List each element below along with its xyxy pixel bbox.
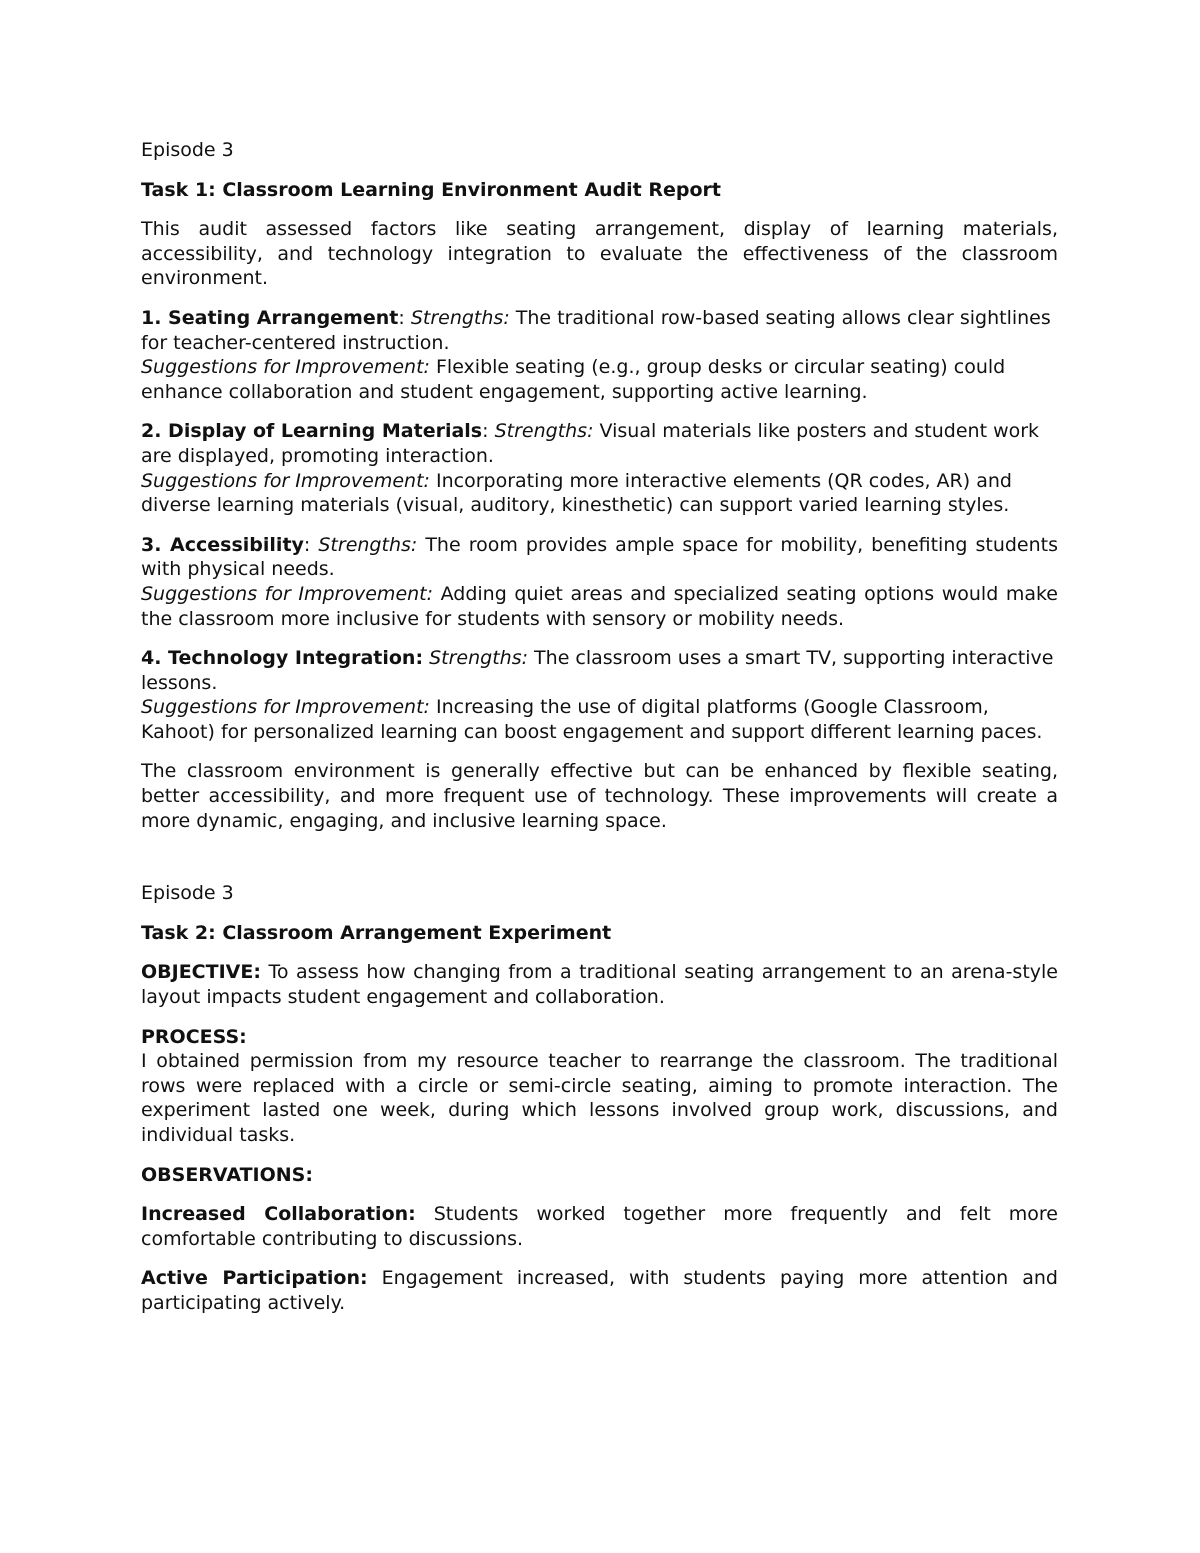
audit-item-heading: 3. Accessibility	[141, 533, 304, 556]
episode-heading: Episode 3	[141, 139, 234, 161]
suggestions-text: Adding quiet areas and specialized seating options would make the classroom more inclusive for students with sensory or mobility needs.	[141, 582, 1058, 630]
audit-item-display	[141, 419, 1058, 517]
strengths-text: The traditional row-based seating allows clear sightlines for teacher-centered instruction.	[141, 306, 1051, 354]
audit-item-strengths	[141, 306, 1058, 355]
audit-item-separator: :	[303, 533, 319, 556]
objective-text: To assess how changing from a traditional seating arrangement to an arena-style layout impacts student engagement and collaboration.	[141, 961, 1058, 1009]
audit-item-separator: :	[398, 306, 411, 329]
suggestions-label: Suggestions for Improvement:	[141, 356, 430, 379]
audit-item-heading: 4. Technology Integration:	[141, 647, 424, 670]
suggestions-label: Suggestions for Improvement:	[141, 469, 430, 492]
audit-item-suggestions	[141, 355, 1058, 404]
task1-intro: This audit assessed factors like seating arrangement, display of learning materials, accessibility, and technology integration to evaluate the effectiveness of the classroom environment.	[141, 218, 1058, 290]
strengths-text: The classroom uses a smart TV, supporting interactive lessons.	[141, 647, 1054, 694]
audit-item-strengths	[141, 646, 1058, 695]
strengths-label: Strengths:	[318, 533, 418, 556]
suggestions-label: Suggestions for Improvement:	[141, 582, 434, 605]
task1-title: Task 1: Classroom Learning Environment Audit Report	[141, 178, 722, 201]
document-page	[141, 138, 1058, 1331]
suggestions-text: Flexible seating (e.g., group desks or circular seating) could enhance collaboration and student engagement, supporting active learning.	[141, 356, 1006, 403]
audit-item-accessibility	[141, 533, 1058, 631]
strengths-label: Strengths:	[494, 420, 594, 443]
episode-heading: Episode 3	[141, 882, 234, 905]
suggestions-text: Incorporating more interactive elements (QR codes, AR) and diverse learning materials (visual, auditory, kinesthetic) can support varied learning styles.	[141, 469, 1012, 517]
task1-section	[141, 138, 1058, 833]
audit-item-strengths	[141, 533, 1058, 582]
suggestions-label: Suggestions for Improvement:	[141, 696, 430, 719]
strengths-label: Strengths:	[429, 647, 528, 670]
audit-item-separator: :	[482, 420, 495, 443]
audit-item-strengths	[141, 419, 1058, 468]
objective-paragraph	[141, 960, 1058, 1009]
audit-item-heading: 2. Display of Learning Materials	[141, 420, 483, 443]
audit-item-seating	[141, 306, 1058, 404]
strengths-label: Strengths:	[410, 306, 510, 329]
strengths-text: The room provides ample space for mobility, benefiting students with physical needs.	[141, 533, 1059, 581]
observation-text: Students worked together more frequently and felt more comfortable contributing to discussions.	[141, 1203, 1058, 1250]
process-label: PROCESS:	[141, 1025, 247, 1048]
observation-label: Active Participation:	[141, 1267, 368, 1290]
observation-item	[141, 1266, 1058, 1315]
suggestions-text: Increasing the use of digital platforms (Google Classroom, Kahoot) for personalized learning can boost engagement and support different learning paces.	[141, 696, 1043, 743]
audit-item-suggestions	[141, 469, 1058, 518]
observation-text: Engagement increased, with students paying more attention and participating actively.	[141, 1267, 1058, 1314]
audit-item-suggestions	[141, 582, 1058, 631]
audit-item-heading: 1. Seating Arrangement	[141, 306, 399, 329]
process-block	[141, 1025, 1058, 1148]
task2-title: Task 2: Classroom Arrangement Experiment	[141, 921, 612, 944]
observation-label: Increased Collaboration:	[141, 1203, 416, 1226]
process-text: I obtained permission from my resource teacher to rearrange the classroom. The traditional rows were replaced with a circle or semi-circle seating, aiming to promote interaction. The experiment lasted one week, during which lessons involved group work, discussions, and individual tasks.	[141, 1050, 1058, 1146]
task2-section	[141, 881, 1058, 1315]
observations-label: OBSERVATIONS:	[141, 1163, 313, 1186]
observation-item	[141, 1202, 1058, 1251]
objective-label: OBJECTIVE:	[141, 961, 261, 984]
task1-conclusion: The classroom environment is generally effective but can be enhanced by flexible seating, better accessibility, and more frequent use of technology. These improvements will create a more dynamic, engaging, and inclusive learning space.	[141, 760, 1058, 832]
audit-item-technology	[141, 646, 1058, 744]
section-spacer	[141, 833, 1058, 881]
audit-item-suggestions	[141, 695, 1058, 744]
strengths-text: Visual materials like posters and student work are displayed, promoting interaction.	[141, 420, 1040, 467]
